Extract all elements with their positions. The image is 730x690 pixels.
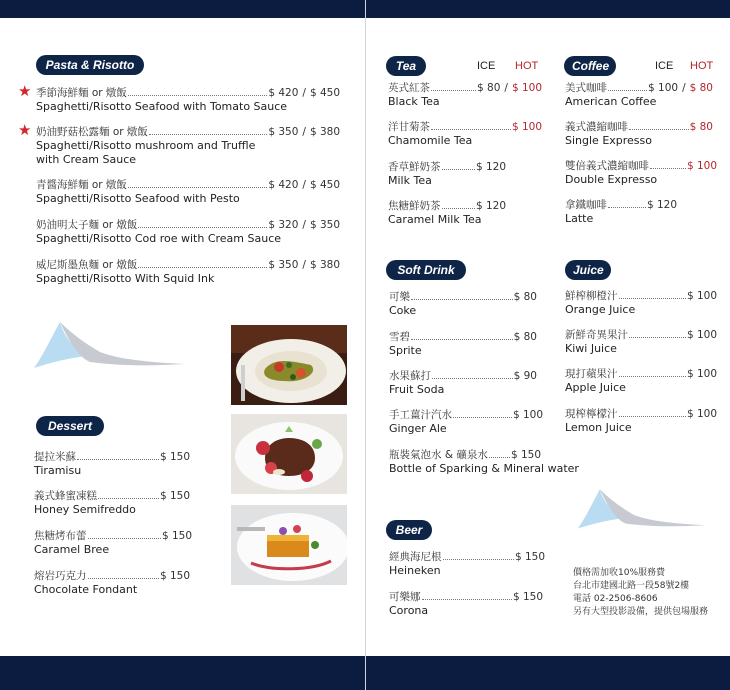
item-en: Milk Tea (388, 174, 432, 187)
item-zh: 可樂娜 (389, 591, 421, 603)
item-en: Lemon Juice (565, 421, 632, 434)
item-en: Spaghetti/Risotto Seafood with Tomato Sauce (36, 100, 288, 113)
item-price: $ 150 (510, 449, 541, 461)
menu-item-soft-drink (389, 448, 579, 476)
item-price: $ 100 (686, 329, 717, 341)
item-en: Bottle of Sparking & Mineral water (389, 462, 579, 475)
section-juice: Juice (565, 260, 611, 280)
info-note: 另有大型投影設備，提供包場服務 (573, 607, 709, 617)
item-zh: 焦糖烤布蕾 (34, 530, 87, 542)
fondant-photo (231, 414, 347, 494)
creme-brulee-photo (231, 505, 347, 585)
menu-item-coffee: 美式咖啡 $ 100 / $ 80 American Coffee (565, 82, 713, 108)
info-service-charge: 價格需加收10%服務費 (573, 568, 666, 578)
item-zh: 義式濃縮咖啡 (565, 121, 628, 133)
menu-item-dessert (34, 569, 190, 597)
menu-item-juice (565, 367, 717, 395)
item-price: $ 150 (159, 451, 190, 463)
item-price: $ 150 (161, 530, 192, 542)
item-zh: 經典海尼根 (389, 551, 442, 563)
menu-item-juice (565, 328, 717, 356)
item-zh: 提拉米蘇 (34, 451, 76, 463)
menu-item-soft-drink (389, 408, 543, 436)
item-zh: 手工薑汁汽水 (389, 409, 452, 421)
item-zh: 青醬海鮮麵 or 燉飯 (36, 179, 127, 191)
menu-item-juice (565, 289, 717, 317)
section-dessert: Dessert (36, 416, 104, 436)
menu-item-pasta: 威尼斯墨魚麵 or 燉飯 $ 350 / $ 380 Spaghetti/Risotto With Squid Ink (36, 259, 340, 285)
item-price: $ 150 (514, 551, 545, 563)
item-price: $ 80 (513, 331, 537, 343)
item-zh: 可樂 (389, 291, 410, 303)
item-price-ice: $ 80 (477, 82, 501, 94)
menu-item-soft-drink (389, 330, 537, 358)
item-price: $ 100 (686, 408, 717, 420)
item-en: Spaghetti/Risotto mushroom and Truffle (36, 139, 256, 152)
item-price-ice: $ 100 (648, 82, 679, 94)
item-en: Ginger Ale (389, 422, 447, 435)
item-price-hot: $ 100 (511, 121, 542, 133)
item-zh: 英式紅茶 (388, 82, 430, 94)
item-zh: 拿鐵咖啡 (565, 199, 607, 211)
item-zh: 美式咖啡 (565, 82, 607, 94)
section-soft-drink: Soft Drink (386, 260, 466, 280)
menu-item-dessert (34, 489, 190, 517)
hot-header: HOT (515, 60, 539, 72)
menu-item-pasta: 奶油明太子麵 or 燉飯 $ 320 / $ 350 Spaghetti/Risotto Cod roe with Cream Sauce (36, 219, 340, 245)
item-zh: 瓶裝氣泡水 & 礦泉水 (389, 449, 488, 461)
item-en: Double Expresso (565, 173, 658, 186)
item-price: $ 380 (309, 126, 340, 138)
item-en-line2: with Cream Sauce (36, 153, 137, 166)
item-en: Honey Semifreddo (34, 503, 136, 516)
item-en: Latte (565, 212, 594, 225)
item-en: Coke (389, 304, 417, 317)
item-price: $ 150 (159, 490, 190, 502)
item-en: Chocolate Fondant (34, 583, 138, 596)
item-price: $ 420 (268, 87, 299, 99)
item-price: $ 150 (159, 570, 190, 582)
menu-item-tea (388, 199, 506, 227)
item-price: $ 100 (512, 409, 543, 421)
info-phone: 電話 02-2506-8606 (573, 594, 658, 604)
item-en: Sprite (389, 344, 422, 357)
item-en: Caramel Bree (34, 543, 110, 556)
menu-item-dessert (34, 450, 190, 478)
item-en: Orange Juice (565, 303, 636, 316)
featured-star-icon: ★ (18, 82, 32, 100)
section-pasta-risotto: Pasta & Risotto (36, 55, 144, 75)
menu-item-beer (389, 550, 545, 578)
info-address: 台北市建國北路一段58號2樓 (573, 581, 690, 591)
item-price: $ 450 (309, 87, 340, 99)
item-en: Kiwi Juice (565, 342, 617, 355)
menu-item-pasta: 奶油野菇松露麵 or 燉飯 $ 350 / $ 380 Spaghetti/Risotto mushroom and Truffle with Cream Sauce (36, 126, 340, 166)
item-zh: 水果蘇打 (389, 370, 431, 382)
item-price: $ 350 (268, 126, 299, 138)
menu-item-beer (389, 590, 543, 618)
item-en: Caramel Milk Tea (388, 213, 482, 226)
restaurant-info (573, 567, 708, 619)
section-coffee: Coffee (564, 56, 616, 76)
item-price-hot: $ 80 (689, 82, 713, 94)
item-en: American Coffee (565, 95, 657, 108)
item-en: Spaghetti/Risotto Seafood with Pesto (36, 192, 240, 205)
menu-item-tea (388, 160, 506, 188)
menu-item-coffee (565, 198, 677, 226)
menu-item-juice (565, 407, 717, 435)
item-en: Spaghetti/Risotto With Squid Ink (36, 272, 215, 285)
item-en: Fruit Soda (389, 383, 445, 396)
menu-item-pasta: 季節海鮮麵 or 燉飯 $ 420 / $ 450 Spaghetti/Risotto Seafood with Tomato Sauce (36, 87, 340, 113)
ice-header: ICE (655, 60, 674, 72)
item-price-ice: $ 120 (475, 161, 506, 173)
item-zh: 新鮮奇異果汁 (565, 329, 628, 341)
featured-star-icon: ★ (18, 121, 32, 139)
item-zh: 現榨檸檬汁 (565, 408, 618, 420)
item-en: Chamomile Tea (388, 134, 473, 147)
menu-item-tea (388, 120, 542, 148)
menu-item-tea: 英式紅茶 $ 80 / $ 100 Black Tea (388, 82, 542, 108)
item-zh: 香草鮮奶茶 (388, 161, 441, 173)
item-price: $ 450 (309, 179, 340, 191)
item-price-ice: $ 120 (646, 199, 677, 211)
item-price: $ 150 (512, 591, 543, 603)
item-price: $ 100 (686, 368, 717, 380)
section-tea: Tea (386, 56, 426, 76)
item-zh: 焦糖鮮奶茶 (388, 200, 441, 212)
item-zh: 洋甘菊茶 (388, 121, 430, 133)
item-en: Spaghetti/Risotto Cod roe with Cream Sauce (36, 232, 282, 245)
item-price: $ 380 (309, 259, 340, 271)
item-price: $ 80 (513, 291, 537, 303)
item-en: Single Expresso (565, 134, 652, 147)
item-en: Apple Juice (565, 381, 626, 394)
ice-header: ICE (477, 60, 496, 72)
item-price: $ 350 (309, 219, 340, 231)
item-price: $ 320 (268, 219, 299, 231)
item-zh: 季節海鮮麵 or 燉飯 (36, 87, 127, 99)
item-zh: 雙倍義式濃縮咖啡 (565, 160, 649, 172)
item-en: Tiramisu (34, 464, 82, 477)
stingray-logo (565, 486, 720, 532)
item-en: Corona (389, 604, 429, 617)
item-price-hot: $ 100 (686, 160, 717, 172)
menu-item-coffee (565, 159, 717, 187)
item-price: $ 100 (686, 290, 717, 302)
section-beer: Beer (386, 520, 432, 540)
item-price: $ 350 (268, 259, 299, 271)
item-zh: 義式蜂蜜凍糕 (34, 490, 97, 502)
menu-item-dessert (34, 529, 192, 557)
stingray-logo (30, 318, 190, 372)
item-zh: 奶油野菇松露麵 or 燉飯 (36, 126, 148, 138)
item-price: $ 90 (513, 370, 537, 382)
hot-header: HOT (690, 60, 714, 72)
item-zh: 鮮榨柳橙汁 (565, 290, 618, 302)
menu-item-soft-drink (389, 369, 537, 397)
page-fold (365, 0, 366, 690)
item-price-ice: $ 120 (475, 200, 506, 212)
pasta-photo (231, 325, 347, 405)
item-zh: 威尼斯墨魚麵 or 燉飯 (36, 259, 138, 271)
item-en: Black Tea (388, 95, 440, 108)
item-price: $ 420 (268, 179, 299, 191)
item-zh: 雪碧 (389, 331, 410, 343)
item-zh: 熔岩巧克力 (34, 570, 87, 582)
menu-item-coffee (565, 120, 713, 148)
item-zh: 現打蘋果汁 (565, 368, 618, 380)
item-price-hot: $ 80 (689, 121, 713, 133)
menu-item-pasta: 青醬海鮮麵 or 燉飯 $ 420 / $ 450 Spaghetti/Risotto Seafood with Pesto (36, 179, 340, 205)
item-en: Heineken (389, 564, 441, 577)
item-zh: 奶油明太子麵 or 燉飯 (36, 219, 138, 231)
item-price-hot: $ 100 (511, 82, 542, 94)
menu-item-soft-drink (389, 290, 537, 318)
